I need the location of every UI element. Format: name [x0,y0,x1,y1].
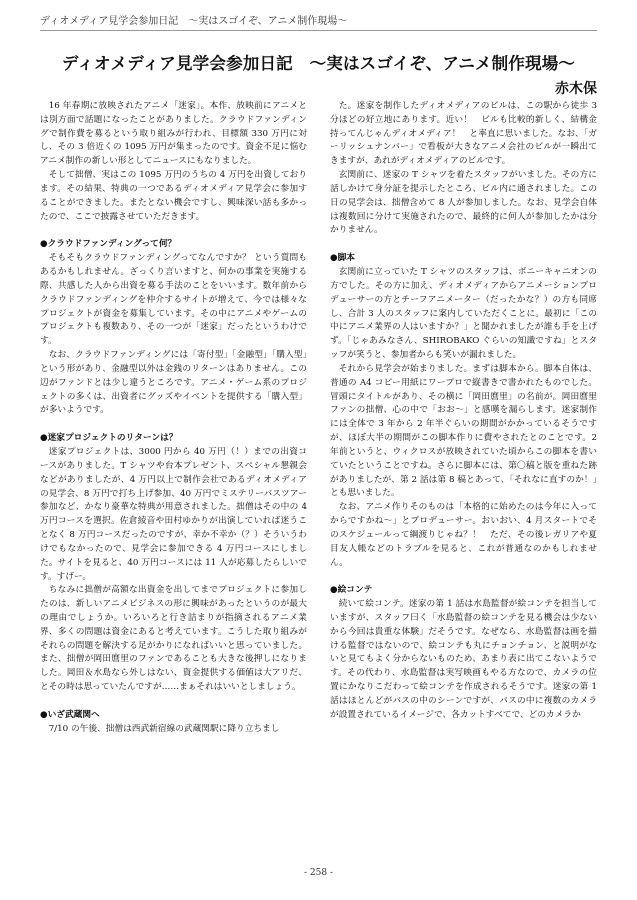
section-heading: ●絵コンテ [330,585,373,596]
paragraph: た。迷家を制作したディオメディアのビルは、この駅から徒歩 3 分ほどの好立地にあります。近い！ ビルも比較的新しく、結構金持ってんじゃんディオメディア！ と率直に思いました。なお、「ガーリッシュナンバー」で看板が大きなアニメ会社のビルが一瞬出てきますが、あれがディオメディアのビルです。 [330,101,597,167]
paragraph: 玄関前に立っていた T シャツのスタッフは、ボニーキャニオンの方でした。その方に加え、ディオメディアからアニメーションプロデューサーの方とチーフアニメーター（だったかな？）の方も同席し、合計 3 人のスタッフに案内していただくことに。最初に「この中にアニメ業界の人はいますか？」と聞かれましたが誰も手を上げず。「じゃあみなさん、SHIROBAKO ぐらいの知識ですね」とスタッフが笑うと、参加者からも笑いが漏れました。 [330,267,597,361]
section-heading: ●クラウドファンディングって何？ [40,239,177,250]
section-heading: ●いざ武蔵関へ [40,709,100,720]
paragraph: ちなみに拙僧が高額な出資金を出してまでプロジェクトに参加したのは、新しいアニメビジネスの形に興味があったというのが最大の理由でしょうか。いろいろと行き詰まりが指摘されるアニメ業界、多くの問題は資金にあると考えています。こうした取り組みがそれらの問題を解決する足がかりになればいいと思っていました。また、拙僧が岡田麿里のファンであることも大きな後押しになりました。岡田＆水島なら外しはない、資金提供する価値は大アリだ、とその時は思っていたんですが……まぁそれはいいとしましょう。 [40,585,307,693]
paragraph: なお、クラウドファンディングには「寄付型」「金融型」「購入型」という形があり、金融型以外は金銭のリターンはありません。この辺がファンドとは少し違うところです。アニメ・ゲーム系のプロジェクトの多くは、出資者にグッズやイベントを提供する「購入型」が多いようです。 [40,350,307,416]
paragraph: そして拙僧、実はこの 1095 万円のうちの 4 万円を出資しております。その結果、特典の一つであるディオメディア見学会に参加することができました。またとない機会ですし、興味深い話も多かったので、ここで披露させていただきます。 [40,170,307,222]
running-header: ディオメディア見学会参加日記 ～実はスゴイぞ、アニメ制作現場～ [40,12,597,31]
paragraph: 迷家プロジェクトは、3000 円から 40 万円（！）までの出資コースがありました。T シャツや台本プレゼント、スペシャル懇親会などがありましたが、4 万円以上で制作会社であるディオメディアの見学会、8 万円で打ち上げ参加、40 万円でミステリーバスツアー参加など、かなり豪華な特典が用意されました。拙僧はその中の 4 万円コースを選択。佐倉綾音や田村ゆかりが出演していれば迷うことなく 8 万円コースだったのですが、幸か不幸か（？）そういうわけでもなかったので、見学会に参加できる 4 万円コースにしました。サイトを見ると、40 万円コースには 11 人が応募したらしいです。すげー。 [40,447,307,582]
paragraph: なお、アニメ作りそのものは「本格的に始めたのは今年に入ってからですかね～」とプロデューサー。おいおい、4 月スタートでそのスケジュールって綱渡りじゃね？！ ただ、その後レガリアや夏目友人帳などのトラブルを見ると、これが普通なのかもしれません。 [330,502,597,568]
article-title: ディオメディア見学会参加日記 ～実はスゴイぞ、アニメ制作現場～ [61,54,576,73]
section-heading: ●脚本 [330,253,355,264]
section-heading: ●迷家プロジェクトのリターンは？ [40,433,178,444]
paragraph: 16 年春期に放映されたアニメ「迷家」。本作、放映前にアニメとは別方面で話題になったことがありました。クラウドファンディングで制作費を募るという取り組みが行われ、目標額 330 万円に対し、その 3 倍近くの 1095 万円が集まったのです。資金不足に悩むアニメ制作の新しい形としてニュースにもなりました。 [40,101,307,167]
paragraph: そもそもクラウドファンディングってなんですか？ という質問もあるかもしれません。ざっくり言いますと、何かの事業を実施する際、共感した人から出資を募る手法のことをいいます。数年前からクラウドファンディングを仲介するサイトが増えて、今では様々なプロジェクトが資金を募集しています。その中にアニメやゲームのプロジェクトも複数あり、その一つが「迷家」だったというわけです。 [40,253,307,347]
page-number: - 258 - [304,868,333,878]
paragraph: 玄関前に、迷家の T シャツを着たスタッフがいました。その方に話しかけて身分証を提示したところ、ビル内に通されました。この日の見学会は、拙僧含めて 8 人が参加しました。なお、見学会自体は複数回に分けて実施されたので、最終的に何人が参加したかは分かりません。 [330,170,597,236]
left-column [40,100,307,833]
paragraph: 7/10 の午後、拙僧は西武新宿線の武蔵関駅に降り立ちまし [48,723,280,734]
right-column [330,100,597,833]
article-author: 赤木保 [555,81,597,97]
paragraph: 続いて絵コンテ。迷家の第 1 話は水島監督が絵コンテを担当していますが、スタッフ曰く「水島監督の絵コンテを見る機会は少ないから今回は貴重な体験」だそうです。なぜなら、水島監督は画を描ける監督ではないので、絵コンテも丸にチョンチョン、と説明がないと見てもよく分からないものため、あまり表に出てこないようです。その代わり、水島監督は実写映画もやる方なので、カメラの位置にかなりこだわって絵コンテを作成されるそうです。迷家の第 1 話はほとんどがバスの中のシーンですが、バスの中に複数のカメラが設置されているイメージで、各カットすべてで、どのカメラか [330,599,597,720]
paragraph: それから見学会が始まりました。まずは脚本から。脚本自体は、普通の A4 コピー用紙にワープロで縦書きで書かれたものでした。冒頭にタイトルがあり、その横に「岡田麿里」の名前が。岡田麿里ファンの拙僧、心の中で「おお～」と感嘆を漏らします。迷家制作には全体で 3 年から 2 年半ぐらいの期間がかかっているそうですが、ほぼ大半の期間がこの脚本作りに費やされたとのことです。2 年前というと、ウィクロスが放映されていた頃からこの脚本を書いていたということですね。さらに脚本には、第〇稿と版を重ねた跡がありましたが、第 2 話は第 8 稿とあって、「それなに直すのか！」とも思いました。 [330,363,597,499]
